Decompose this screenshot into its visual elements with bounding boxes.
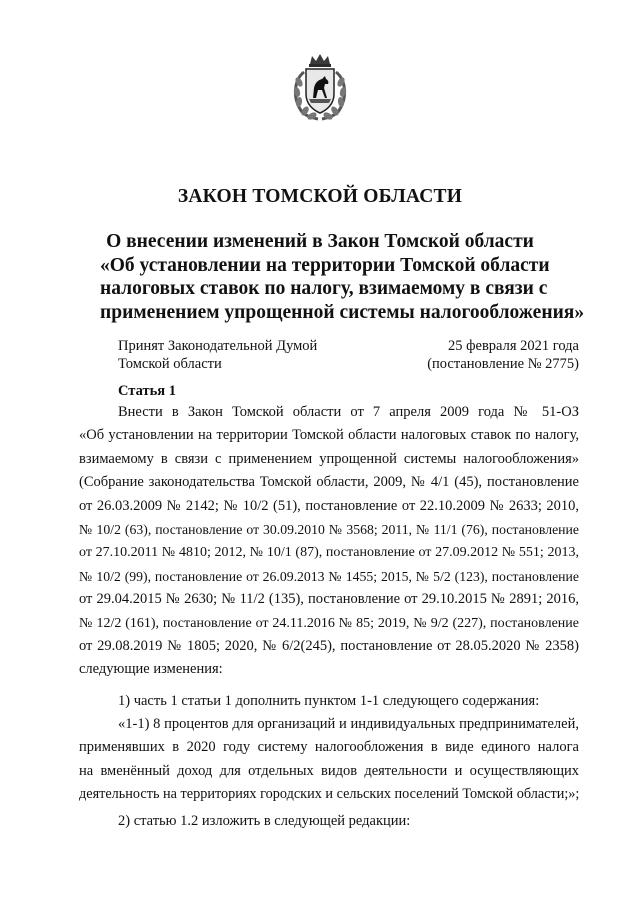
adopted-by-line: Томской области xyxy=(118,356,222,372)
quote-line: применявших в 2020 году систему налогообложения в виде единого налога xyxy=(79,739,579,756)
article-heading: Статья 1 xyxy=(118,383,176,399)
adoption-date-line: 25 февраля 2021 года xyxy=(447,338,579,354)
paragraph-line: (Собрание законодательства Томской области, 2009, № 4/1 (45), постановление xyxy=(79,474,579,491)
quote-line: на вменённый доход для отдельных видов деятельности и осуществляющих xyxy=(79,762,579,779)
quote-line: «1-1) 8 процентов для организаций и индивидуальных предпринимателей, xyxy=(118,716,579,732)
subtitle-line: применением упрощенной системы налогообложения» xyxy=(100,301,585,323)
resolution-number: (постановление № 2775) xyxy=(427,356,579,372)
paragraph-line: № 12/2 (161), постановление от 24.11.2016 № 85; 2019, № 9/2 (227), постановление xyxy=(79,615,579,631)
law-title: ЗАКОН ТОМСКОЙ ОБЛАСТИ xyxy=(177,186,463,207)
paragraph-line: Внести в Закон Томской области от 7 апреля 2009 года № 51-ОЗ xyxy=(118,404,579,420)
list-item-text: 1) часть 1 статьи 1 дополнить пунктом 1-1 следующего содержания: xyxy=(118,693,540,709)
subtitle-line: налоговых ставок по налогу, взимаемому в связи с xyxy=(100,278,548,299)
paragraph-line: от 29.04.2015 № 2630; № 11/2 (135), постановление от 29.10.2015 № 2891; 2016, xyxy=(79,591,579,608)
law-subtitle xyxy=(100,230,585,324)
coat-of-arms-icon xyxy=(288,52,352,124)
paragraph-line: «Об установлении на территории Томской области налоговых ставок по налогу, xyxy=(79,427,579,444)
list-item-text: 2) статью 1.2 изложить в следующей редакции: xyxy=(118,813,411,829)
adopted-by-line: Принят Законодательной Думой xyxy=(118,338,318,354)
list-item-2 xyxy=(79,810,579,833)
article-paragraph xyxy=(79,401,579,682)
subtitle-line: О внесении изменений в Закон Томской области xyxy=(106,231,534,252)
adoption-date xyxy=(400,337,579,373)
quote-line: деятельность на территориях городских и сельских поселений Томской области;»; xyxy=(79,786,579,803)
paragraph-line: от 26.03.2009 № 2142; № 10/2 (51), постановление от 22.10.2009 № 2633; 2010, xyxy=(79,497,579,514)
paragraph-line: № 10/2 (99), постановление от 26.09.2013 № 1455; 2015, № 5/2 (123), постановление xyxy=(79,568,579,584)
paragraph-line: № 10/2 (63), постановление от 30.09.2010 № 3568; 2011, № 11/1 (76), постановление xyxy=(79,521,579,537)
paragraph-line: от 27.10.2011 № 4810; 2012, № 10/1 (87), постановление от 27.09.2012 № 551; 2013, xyxy=(79,545,579,561)
subtitle-line: «Об установлении на территории Томской области xyxy=(100,254,550,276)
paragraph-line: следующие изменения: xyxy=(79,661,223,678)
adopted-by xyxy=(118,337,317,373)
quoted-amendment xyxy=(79,713,579,807)
paragraph-line: от 29.08.2019 № 1805; 2020, № 6/2(245), постановление от 28.05.2020 № 2358) xyxy=(79,637,579,654)
paragraph-line: взимаемому в связи с применением упрощенной системы налогообложения» xyxy=(79,450,579,467)
list-item-1 xyxy=(79,690,579,713)
